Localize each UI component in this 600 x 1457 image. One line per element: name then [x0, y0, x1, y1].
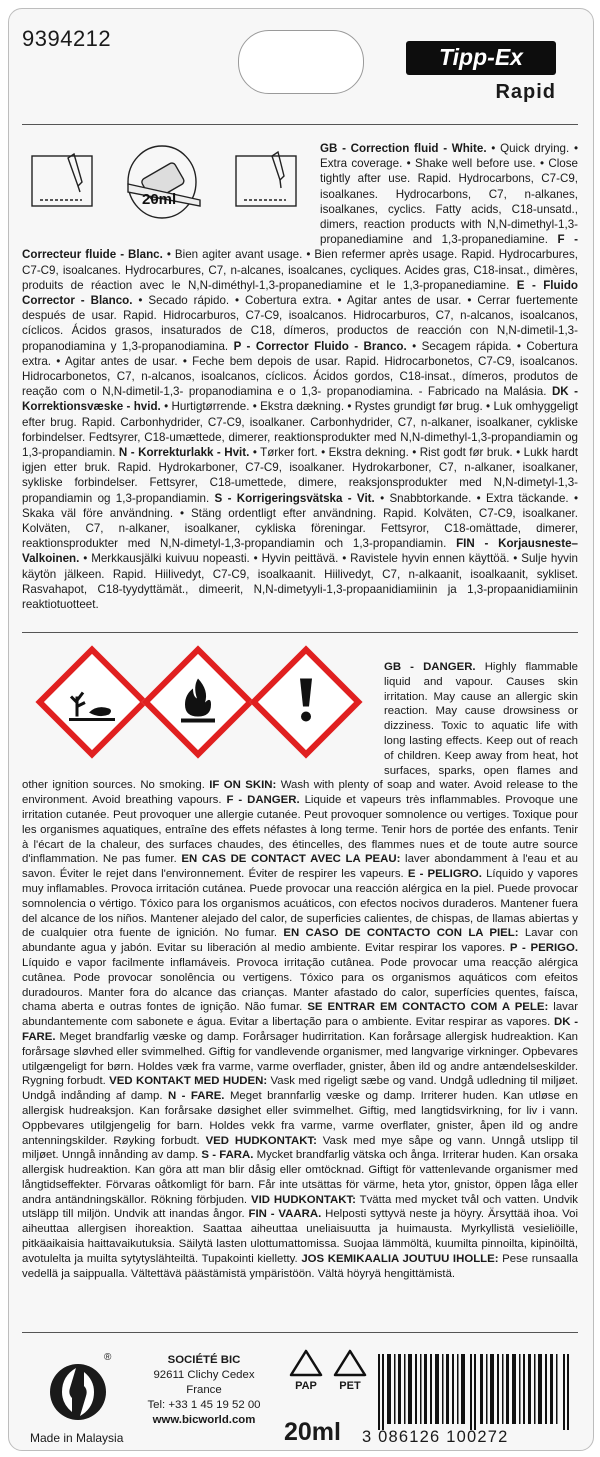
instructions-text [22, 141, 578, 612]
hazard-fi-skin: JOS KEMIKAALIA JOUTUU IHOLLE: [301, 1252, 499, 1265]
hazard-se-skin: VID HUDKONTAKT: [251, 1193, 356, 1206]
hazard-gb: Highly flammable liquid and vapour. Causes skin irritation. May cause an allergic skin reaction. May cause drowsiness or dizziness. Toxic to aquatic life with long lasting effects. Keep out of reach of children. Keep away from heat, hot surfaces, sparks, open flames and other ignition sources. No smoking. [22, 661, 578, 792]
instr-lead-es: E - Fluido Corrector - Blanco. [22, 278, 578, 308]
hazard-es-lead: E - PELIGRO. [407, 868, 482, 881]
instr-fr: • Bien agiter avant usage. • Bien refermer après usage. Rapid. Hydrocarbures, C7-C9, isoalcanes. Hydrocarbures, C7, n-alcanes, isoalcanes, cycliques. Acides gras, C18-insat., dimères, produits de réaction avec le N,N-diméthyl-1,3-propanediamine et le 1,3-propanediamine. [22, 248, 578, 292]
made-in: Made in Malaysia [30, 1431, 124, 1445]
hazard-se: Mycket brandfarlig vätska och ånga. Irriterar huden. Kan orsaka allergisk hudreaktion. Kan göra att man blir dåsig eller omtöcknad. Giftigt för vattenlevande organismer med långtidseffekter. Förvaras oåtkomligt för barn. Får inte utsättas för värme, heta ytor, gnistor, öppen låga eller andra antändningskällor. Rökning förbjuden. [22, 1149, 578, 1206]
hazard-dk: Meget brandfarlig væske og damp. Forårsager hudirritation. Kan forårsage allergisk hudreaktion. Kan forårsage sløvhed eller svimmelhed. Giftig for vandlevende organismer, med langvarige virkninger. Opbevares utilgængeligt for børn. Holdes væk fra varme, varme overflader, gnister, åben ild og andre antændelseskilder. Rygning forbudt. [22, 1030, 578, 1088]
instr-lead-gb: GB - Correction fluid - White. [320, 142, 487, 155]
hazard-gb-skin: IF ON SKIN: [209, 779, 277, 792]
ghs-spacer [22, 660, 384, 778]
company-address: 92611 Clichy Cedex [153, 1369, 255, 1381]
barcode-number: 3 086126 100272 [362, 1428, 509, 1446]
hazard-fi-lead: FIN - VAARA. [248, 1208, 322, 1221]
recycle-pap-label: PAP [295, 1380, 317, 1392]
volume-label: 20ml [284, 1418, 341, 1446]
registered-mark: ® [104, 1352, 112, 1363]
green-dot-icon [48, 1358, 108, 1422]
hazard-text [22, 660, 578, 1281]
brand-name: Tipp-Ex [406, 41, 556, 75]
hazard-no-lead: N - FARE. [167, 1090, 225, 1103]
hazard-dk-skin: VED KONTAKT MED HUDEN: [109, 1075, 268, 1088]
instr-lead-fr: F - Correcteur fluide - Blanc. [22, 233, 578, 262]
instr-no: • Tørker fort. • Ekstra dekning. • Rist godt før bruk. • Lukk hardt igjen etter bruk. Rapid. Hydrokarboner, C7-C9, isoalkaner. Hydrokarboner, C7, n-alkaner, isoalkaner, sykliske forbindelser. Fettsyrer, C18-umettede, dimere, reaksjonsprodukter med N,N-dimetyl-1,3-propandiamin og 1,3-propandiamin. [22, 446, 578, 505]
product-code: 9394212 [22, 26, 112, 51]
pictogram-spacer [22, 141, 320, 239]
recycle-icon [288, 1348, 324, 1378]
hazard-no-skin: VED HUDKONTAKT: [205, 1134, 317, 1147]
hazard-no: Meget brannfarlig væske og damp. Irriterer huden. Kan utløse en allergisk hudreaksjon. Kan forårsake døsighet eller svimmelhet. Giftig, med langtidsvirkning, for liv i vann. Oppbevares utilgjengelig for barn. Holdes vekk fra varme, varme overflater, gnister, åpen ild og andre antenningskilder. Røyking forbudt. [22, 1090, 578, 1147]
hazard-dk-2: Vask med rigeligt sæbe og vand. Undgå udledning til miljøet. Undgå indånding af damp. [22, 1075, 579, 1103]
bottom-divider [22, 1332, 578, 1333]
hazard-fr-skin: EN CAS DE CONTACT AVEC LA PEAU: [181, 853, 401, 866]
volume-icon-text: 20ml [142, 191, 177, 208]
brand-logo [406, 41, 556, 104]
instr-lead-dk: DK - Korrektionsvæske - hvid. [22, 385, 579, 414]
hazard-fi-2: Pese runsaalla vedellä ja saippualla. Vältettävä päästämistä ympäristöön. Vältä höyryä hengittämistä. [22, 1252, 578, 1280]
company-country: France [186, 1384, 222, 1396]
hazard-fi: Helposti syttyvä neste ja höyry. Ärsyttää ihoa. Voi aiheuttaa allergisen ihoreaktion. Saattaa aiheuttaa uneliaisuutta ja huimausta. Myrkyllistä vesieliöille, pitkäaikaisia haittavaikutuksia. Säilytä lasten ulottumattomissa. Suojaa lämmöltä, kuumilta pinnoilta, kipinöiltä, avotulelta ja muilta sytytyslähteiltä. Tupakointi kielletty. [22, 1208, 578, 1265]
top-divider [22, 124, 578, 125]
instr-lead-no: N - Korrekturlakk - Hvit. [118, 446, 250, 460]
company-name: SOCIÉTÉ BIC [167, 1354, 241, 1366]
hazard-dk-lead: DK - FARE. [22, 1016, 578, 1043]
instr-fi: • Merkkausjälki kuivuu nopeasti. • Hyvin peittävä. • Ravistele hyvin ennen käyttöä. • Sulje hyvin käytön jälkeen. Rapid. Hiilivedyt, C7-C9, isoalkaanit. Hiilivedyt, C7, n-alkaanit, isoalkaanit, sykliset. Rasvahapot, C18-tyydyttämät., dimeerit, N,N-dimetyyli-1,3-propaanidiamiinin ja 1,3-propaanidiamiinin reaktiotuotteet. [22, 552, 578, 612]
hazard-pt-lead: P - PERIGO. [509, 942, 578, 955]
hazard-gb-2: Wash with plenty of soap and water. Avoid release to the environment. Avoid breathing vapours. [22, 779, 579, 807]
hazard-es-skin: EN CASO DE CONTACTO CON LA PIEL: [283, 927, 519, 940]
instr-lead-se: S - Korrigeringsvätska - Vit. [214, 491, 375, 505]
brand-variant: Rapid [495, 81, 556, 103]
instr-es: • Secado rápido. • Cobertura extra. • Agitar antes de usar. • Cerrar fuertemente después de usar. Rapid. Hidrocarburos, C7-C9, isoalcanos. Hidrocarburos, C7, n-alcanos, isoalcanos, cíclicos. Ácidos grasos, insaturados de C18, dímeros, productos de reacción con N,N-dimetil-1,3-propanodiamina y 1,3-propanodiamina. [22, 294, 578, 353]
hazard-no-2: Vask med mye såpe og vann. Unngå utslipp til miljøet. Unngå innånding av damp. [22, 1134, 579, 1162]
instr-gb: • Quick drying. • Extra coverage. • Shake well before use. • Close tightly after use. Rapid. Hydrocarbons, C7-C9, isoalkanes. Hydrocarbons, C7, n-alkanes, isoalkanes, cyclics. Fatty acids, C18-unsatd., dimers, reaction products with N,N-dimethyl-1,3-propanediamine and 1,3-propanediamine. [320, 142, 579, 247]
hazard-fr: Liquide et vapeurs très inflammables. Provoque une irritation cutanée. Peut provoquer une allergie cutanée. Peut provoquer somnolence ou vertiges. Toxique pour les organismes aquatiques, entraîne des effets néfastes à long terme. Tenir hors de portée des enfants. Tenir à l'écart de la chaleur, des surfaces chaudes, des étincelles, des flammes nues et de toute autre source d'inflammation. Ne pas fumer. [22, 794, 579, 866]
hazard-pt: Líquido e vapor facilmente inflamáveis. Provoca irritação cutânea. Pode provocar uma reacção alérgica cutânea. Pode provocar sonolência ou vertigens. Tóxico para os organismos aquáticos com efeitos duradouros. Manter fora do alcance das crianças. Manter afastado do calor, superfícies quentes, faísca, chama aberta e outras fontes de ignição. Não fumar. [22, 956, 578, 1014]
instr-lead-fi: FIN - Korjausneste– Valkoinen. [22, 537, 578, 566]
hazard-se-lead: S - FARA. [201, 1149, 254, 1162]
hazard-es: Líquido y vapores muy inflamables. Provoca irritación cutánea. Puede provocar una reacción alérgica en la piel. Puede provocar somnolencia o vértigo. Tóxico para los organismos acuáticos, con efectos nocivos duraderos. Mantener fuera del alcance de los niños. Mantener alejado del calor, de superficies calientes, de chispas, de llamas abiertas y de cualquier otra fuente de ignición. No fumar. [22, 868, 578, 940]
instr-lead-pt: P - Corrector Fluido - Branco. [233, 339, 407, 353]
hazard-pt-2: lavar abundantemente com sabonete e água. Evitar a libertação para o ambiente. Evitar respirar as vapores. [22, 1001, 578, 1029]
hazard-se-2: Tvätta med mycket tvål och vatten. Undvik utsläpp till miljön. Undvik att inandas ångor. [22, 1193, 578, 1221]
barcode [376, 1354, 572, 1430]
company-web: www.bicworld.com [152, 1414, 256, 1426]
recycle-icon [332, 1348, 368, 1378]
hazard-lead: GB - DANGER. [384, 661, 476, 673]
hang-hole [238, 30, 364, 94]
company-phone: Tel: +33 1 45 19 52 00 [147, 1399, 261, 1411]
instr-pt: • Secagem rápida. • Cobertura extra. • Agitar antes de usar. • Feche bem depois de usar. Rapid. Hidrocarbonetos, C7-C9, isoalcanos. Hidrocarbonetos, C7, n-alcanos, isoalcanos, cíclicos. Ácidos gordos, C18-insat., dímeros, produtos de reação com o N,N-dimetil-1,3- propanodiamina e o 1,3- propanodiamina. - Fabricado na Malásia. [22, 339, 578, 399]
middle-divider [22, 632, 578, 633]
hazard-es-2: Lavar con abundante agua y jabón. Evitar su liberación al medio ambiente. Evitar respirar los vapores. [22, 927, 579, 955]
instr-se: • Snabbtorkande. • Extra täckande. • Skaka väl före användning. • Stäng ordentligt efter användning. Rapid. Kolväten, C7-C9, isoalkaner. Kolväten, C7, n-alkaner, isoalkaner, cykliska föreningar. Fettsyror, C18-omättade, dimerer, reaktionsprodukter med N,N-dimetyl-1,3-propandiamin och 1,3-propandiamin. [22, 491, 579, 551]
hazard-fr-lead: F - DANGER. [226, 794, 300, 807]
company-info [138, 1353, 270, 1428]
instr-dk: • Hurtigtørrende. • Ekstra dækning. • Rystes grundigt før brug. • Luk omhyggeligt efter brug. Rapid. Carbonhydrider, C7-C9, isoalkaner. Carbonhydrider, C7, n-alkaner, isoalkaner, cykliske forbindelser. Fedtsyrer, C18-umættede, dimerer, reaktionsprodukter med N,N-dimethyl-1,3-propandiamin og 1,3-propandiamin. [22, 400, 578, 460]
hazard-pt-skin: SE ENTRAR EM CONTACTO COM A PELE: [307, 1001, 549, 1014]
recycle-pet-label: PET [339, 1380, 361, 1392]
hazard-fr-2: laver abondamment à l'eau et au savon. Éviter le rejet dans l'environnement. Éviter de respirer les vapeurs. [22, 853, 578, 881]
footer [0, 1350, 600, 1450]
